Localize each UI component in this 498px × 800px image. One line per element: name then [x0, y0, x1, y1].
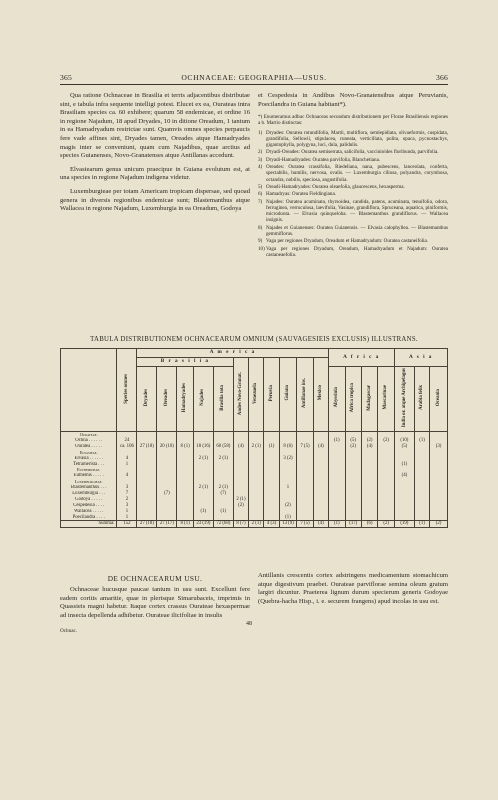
genus-cell: Ochna . . . . . .: [61, 438, 117, 444]
genus-cell: Poecilandra . . . .: [61, 514, 117, 520]
sum-row: [61, 521, 448, 528]
running-header: [60, 73, 448, 82]
col-oceania: Oceania: [430, 367, 448, 432]
usus-title: DE OCHNACEARUM USU.: [107, 574, 203, 583]
genus-cell: Euthemideae.: [61, 467, 117, 473]
col-species-omnes: Species omnes: [117, 349, 137, 432]
table-cell: 8 (6): [279, 444, 297, 450]
table-cell: (10): [394, 438, 414, 444]
table-cell: 27 (18): [137, 444, 157, 450]
table-cell: 1: [279, 485, 297, 491]
table-cell: 4: [117, 473, 137, 479]
table-cell: (1): [394, 461, 414, 467]
paragraph-elvasieae: Elvasiearum genus unicum praecipue in Guiana evolutum est, at una species in regione Najadum indigena videtur.: [60, 165, 250, 182]
table-cell: (1): [264, 444, 279, 450]
table-cell: (2): [361, 438, 377, 444]
footer-signature: Ochnac.: [60, 628, 78, 634]
group-africa: A f r i c a: [329, 349, 395, 367]
table-cell: 24: [117, 438, 137, 444]
table-cell: (5): [345, 438, 361, 444]
footnote-item: 3) Dryadi-Hamadryades: Ouratea parvifolia, Blanchetiana.: [258, 156, 381, 163]
page-number: 48: [246, 621, 252, 627]
footnote-item: 9) Vaga per regiones Dryadum, Oreadum et Hamadryadum: Ouratea castaneifolia.: [258, 238, 429, 245]
footnote-intro: *) Enumeramus adhuc Ochnaceas secundum distributionem per Florae Brasiliensis regiones a b. Martio distinctas:: [258, 114, 448, 127]
table-cell: 3 (2): [279, 456, 297, 462]
sum-cell: (19): [394, 521, 414, 528]
sum-cell: (1): [329, 521, 345, 528]
col-dryades: Dryades: [137, 367, 157, 432]
table-cell: 2 (1): [213, 456, 233, 462]
table-cell: 20 (10): [157, 444, 177, 450]
table-cell: (5): [394, 444, 414, 450]
genus-cell: Cespedesia . . . .: [61, 503, 117, 509]
running-title: OCHNACEAE: GEOGRAPHIA—USUS.: [181, 73, 327, 82]
col-najades: Najades: [193, 367, 213, 432]
sum-label: Summa:: [61, 521, 117, 528]
right-page-number: 366: [436, 73, 448, 82]
table-cell: (7): [157, 491, 177, 497]
sum-cell: 72 (68): [213, 521, 233, 528]
genus-cell: Luxemburgia . . .: [61, 491, 117, 497]
sum-cell: 4 (3): [264, 521, 279, 528]
table-cell: (2): [345, 444, 361, 450]
paragraph-distribution: Qua ratione Ochnaceae in Brasilia et terris adjacentibus distributae sint, e tabula infra sequente intelligi potest. Elucet ex ea, Ourateas intra Brasiliam species ca. 60 exhibere; quarum 58 endemicae, et ordine 16 in regione Najadum, 18 apud Dryades, 10 in ditione Oreadum, 1 tantum in ea Hamadryadum restrictae sunt. Quamvis omnes species perpaucis fere vade affines sint, Dryades tamen, Oreades atque Hamadryades magis inter se conveniunt, quam cum Najadibus, quae arctius ad species Guianenses, Novo-Granatenses atque Antillanas accedunt.: [60, 92, 250, 160]
sum-cell: 8 (7): [233, 521, 248, 528]
col-mexico: Mexico: [313, 358, 328, 432]
sum-cell: 8 (1): [177, 521, 193, 528]
table-cell: 60 (58): [213, 444, 233, 450]
sum-cell: 27 (18): [137, 521, 157, 528]
table-cell: 2 (1): [213, 485, 233, 491]
table-cell: (3): [430, 444, 448, 450]
footnote-item: 4) Oreades: Ouratea crassifolia, Riedeliana, nana, pubescens, lanceolata, conferta, spectabilis, humilis, nervosa, ovalis. — Luxemburgia ciliosa, polyandra, corymbosa, octandra, nobilis, speciosa, angustifolia.: [258, 164, 448, 183]
footnote-item: 7) Najades: Ouratea acuminata, thyrsoidea, candida, patens, acuminata, tenuifolia, odora, ferruginea, verruculosa, laevifolia, Vasinae, grandiflora, Spruceana, aquatica, piniformis, microdonta. — Elvasia quinqueloba. — Blastemanthus grandiflorus. — Wallacea insignis.: [258, 198, 448, 224]
table-cell: 3: [117, 503, 137, 509]
table-cell: 7: [117, 491, 137, 497]
table-cell: (4): [361, 444, 377, 450]
sum-cell: 2 (1): [249, 521, 264, 528]
usus-right-column: [258, 572, 448, 611]
sum-cell: 23 (19): [193, 521, 213, 528]
sum-cell: (6): [361, 521, 377, 528]
right-column: [258, 92, 448, 259]
table-cell: 2 (1): [193, 456, 213, 462]
genus-cell: Euthemis . . . . .: [61, 473, 117, 479]
usus-paragraph-1: Ochnaceae hucusque paucae tantum in usu sunt. Excellunt fere eadem coritis amaritie, quae in plerisque Simarubaceis, imprimis in Quassieis magni habetur. Itaque cortex crassus Ourateae hexaspermae ad insecta depellenda adhibetur. Ourateae ilicifoliae in insulis: [60, 586, 250, 619]
genus-cell: Elvasia . . . . . .: [61, 456, 117, 462]
table-cell: (2): [279, 503, 297, 509]
genus-cell: Wallacea . . . . .: [61, 509, 117, 515]
genus-cell: Godoya . . . . .: [61, 497, 117, 503]
left-page-number: 365: [60, 73, 72, 82]
paragraph-luxemburgieae: Luxemburgieae per totam Americam tropicam dispersae, sed quoad genera in diversis regionibus endemicae sunt; Blastemanthus atque Wallacea in regione Najadum, Luxemburgia in ea Oreadum, Godoya: [60, 187, 250, 213]
col-arabia: Arabia felix: [414, 367, 429, 432]
table-cell: 1: [117, 509, 137, 515]
sum-cell: (17): [345, 521, 361, 528]
col-india: India or. atque Archipelagus: [394, 367, 414, 432]
group-america: A m e r i c a: [137, 349, 329, 358]
table-cell: (4): [233, 444, 248, 450]
table-cell: (4): [313, 444, 328, 450]
col-peruvia: Peruvia: [264, 358, 279, 432]
footnote-item: 8) Najades et Guianenses: Ouratea Guianensis. — Elvasia calophyllea. — Blastemanthus gemmiflorus.: [258, 224, 448, 238]
col-abyssinia: Abyssinia: [329, 367, 345, 432]
table-title: TABULA DISTRIBUTIONEM OCHNACEARUM OMNIUM (SAUVAGESIEIS EXCLUSIS) ILLUSTRANS.: [90, 336, 418, 343]
col-venezuela: Venezuela: [249, 358, 264, 432]
table-cell: 1: [117, 514, 137, 520]
footnote-item: 5) Oreadi-Hamadryades: Ouratea oleaefolia, glaucescens, hexasperma.: [258, 183, 405, 190]
table-cell: (1): [414, 438, 429, 444]
table-cell: 3: [117, 485, 137, 491]
sum-cell: 13 (9): [279, 521, 297, 528]
footnote-item: 6) Hamadryas: Ouratea Fieldingiana.: [258, 191, 337, 198]
sum-cell: (4): [313, 521, 328, 528]
genus-cell: Elvasieae.: [61, 450, 117, 456]
table-cell: 4: [117, 456, 137, 462]
genus-header: [61, 349, 117, 432]
table-cell: (4): [394, 473, 414, 479]
sum-cell: (2): [378, 521, 395, 528]
distribution-table: [60, 348, 448, 528]
table-cell: 2: [117, 497, 137, 503]
table-cell: (1): [279, 514, 297, 520]
table-cell: 1: [117, 461, 137, 467]
col-antillae: Antillanae ins.: [297, 358, 313, 432]
footnote-item: 1) Dryades: Ouratea rotundifolia, Martii, multiflora, semlepidiata, olivaeformis, cuspidata, grandifolia, Sellowii, stipulacea, cuneata, verticillata, polita, opaca, pycnostachys, gigantophylla, polygyna, luci, dula, palidulis.: [258, 129, 448, 149]
table-cell: 2 (1): [233, 497, 248, 503]
table-cell: (1): [193, 509, 213, 515]
table-cell: 2 (1): [249, 444, 264, 450]
sum-cell: 152: [117, 521, 137, 528]
table-cell: (2): [378, 438, 395, 444]
footnote-item: 10)Vaga per regiones Dryadum, Oreadum, Hamadryadum et Najadum: Ouratea castaneaefolia.: [258, 245, 448, 258]
table-cell: 18 (16): [193, 444, 213, 450]
header-rule: [60, 84, 448, 85]
col-guiana: Guiana: [279, 358, 297, 432]
usus-paragraph-2: Antillanis crescentis cortex adstringens medicamentum stomachicum atque digestivum praebet. Ourateae parviflorae semina oleum gratum largiri dicuntur. Praeterea lignum durum specierum generis Godoyae (Quebra-hacha Hisp., i. e. securem frangens) apud incolas in usu est.: [258, 572, 448, 605]
table-cell: 8 (1): [177, 444, 193, 450]
sum-cell: 7 (5): [297, 521, 313, 528]
genus-cell: Ourateae.: [61, 432, 117, 438]
table-cell: (1): [213, 509, 233, 515]
col-brasilia-tota: Brasilia tota: [213, 367, 233, 432]
group-asia: A s i a: [394, 349, 447, 367]
group-brasilia: B r a s i l i a: [137, 358, 233, 367]
table-cell: 2 (1): [193, 485, 213, 491]
col-hamadryades: Hamadryades: [177, 367, 193, 432]
genus-cell: Blastemanthus . . .: [61, 485, 117, 491]
col-madagascar: Madagascar: [361, 367, 377, 432]
sum-cell: (2): [430, 521, 448, 528]
table-cell: (7): [213, 491, 233, 497]
footnote-item: 2) Dryadi-Oreades: Ouratea semiserrata, salicifolia, vaccinioides floribunda, parvifolia.: [258, 149, 439, 156]
table-cell: (1): [329, 438, 345, 444]
genus-cell: Tetramerista . . .: [61, 461, 117, 467]
table-cell: 7 (5): [297, 444, 313, 450]
left-column: [60, 92, 250, 219]
sum-cell: 27 (17): [157, 521, 177, 528]
table-cell: (2): [233, 503, 248, 509]
col-mascarinae: Mascarinae: [378, 367, 395, 432]
col-andes: Andes Novo-Granat.: [233, 358, 248, 432]
footnote-list: [258, 130, 448, 259]
genus-cell: Ouratea . . . . .: [61, 444, 117, 450]
genus-cell: Luxemburgieae.: [61, 479, 117, 485]
usus-left-column: [60, 586, 250, 625]
sum-cell: (1): [414, 521, 429, 528]
table-cell: ca. 106: [117, 444, 137, 450]
col-oreades: Oreades: [157, 367, 177, 432]
paragraph-continuation: et Cespedesia in Andibus Novo-Granatensibus atque Peruvianis, Poecilandra in Guiana habitant*).: [258, 92, 448, 108]
col-africa-tropica: Africa tropica: [345, 367, 361, 432]
